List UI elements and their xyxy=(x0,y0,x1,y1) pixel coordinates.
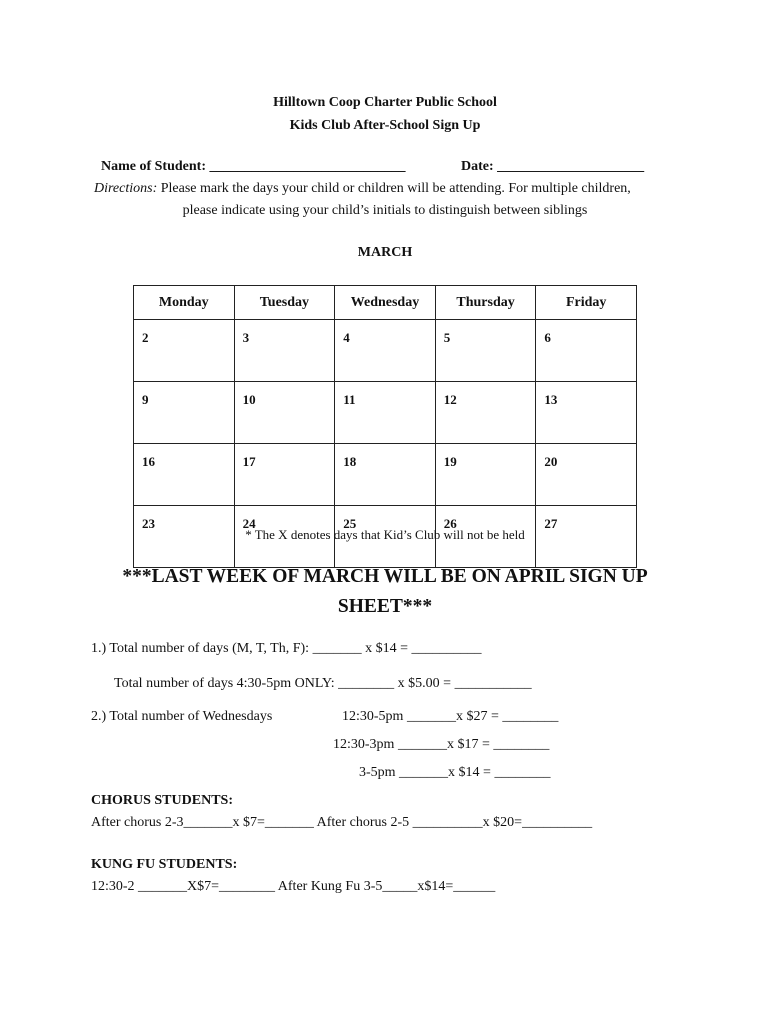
calendar-day-cell[interactable]: 12 xyxy=(435,382,536,444)
calendar-day-cell[interactable]: 3 xyxy=(234,320,335,382)
wednesday-option-2[interactable]: 12:30-3pm _______x $17 = ________ xyxy=(333,737,550,752)
notice-line-2: SHEET*** xyxy=(337,596,433,617)
kungfu-heading: KUNG FU STUDENTS: xyxy=(91,857,238,872)
directions-text: Please mark the days your child or children will be attending. For multiple children, xyxy=(157,181,631,196)
day-header: Thursday xyxy=(435,286,536,320)
calendar-note: * The X denotes days that Kid’s Club will not be held xyxy=(245,527,525,542)
day-header: Friday xyxy=(536,286,637,320)
calendar-day-cell[interactable]: 27 xyxy=(536,506,637,568)
calendar-week-row xyxy=(134,382,637,444)
calendar-day-cell[interactable]: 16 xyxy=(134,444,235,506)
calendar-day-cell[interactable]: 19 xyxy=(435,444,536,506)
wednesday-option-3[interactable]: 3-5pm _______x $14 = ________ xyxy=(359,765,551,780)
calendar-week-row xyxy=(134,320,637,382)
student-name-field[interactable]: Name of Student: ____________________________ xyxy=(101,159,406,174)
school-name: Hilltown Coop Charter Public School xyxy=(273,95,497,110)
day-header: Tuesday xyxy=(234,286,335,320)
wednesdays-label: 2.) Total number of Wednesdays xyxy=(91,709,273,724)
calendar-day-cell[interactable]: 4 xyxy=(335,320,436,382)
wednesday-option-1[interactable]: 12:30-5pm _______x $27 = ________ xyxy=(342,709,559,724)
directions-line-1 xyxy=(94,181,631,197)
calendar-day-cell[interactable]: 6 xyxy=(536,320,637,382)
calendar-day-cell[interactable]: 5 xyxy=(435,320,536,382)
last-week-notice xyxy=(80,562,690,622)
directions-label: Directions: xyxy=(94,181,158,196)
calendar-day-cell[interactable]: 26 xyxy=(435,506,536,568)
month-title: MARCH xyxy=(357,245,413,260)
calendar-day-cell[interactable]: 2 xyxy=(134,320,235,382)
kungfu-line[interactable]: 12:30-2 _______X$7=________ After Kung Fu 3-5_____x$14=______ xyxy=(91,879,496,894)
calendar-day-cell[interactable]: 18 xyxy=(335,444,436,506)
calendar-week-row xyxy=(134,444,637,506)
late-pickup-line[interactable]: Total number of days 4:30-5pm ONLY: ________ x $5.00 = ___________ xyxy=(114,676,532,691)
calendar-day-cell[interactable]: 20 xyxy=(536,444,637,506)
calendar-day-cell[interactable]: 10 xyxy=(234,382,335,444)
calendar-day-cell[interactable]: 13 xyxy=(536,382,637,444)
calendar-header-row xyxy=(134,286,637,320)
chorus-heading: CHORUS STUDENTS: xyxy=(91,793,233,808)
calendar-day-cell[interactable]: 17 xyxy=(234,444,335,506)
calendar-day-cell[interactable]: 11 xyxy=(335,382,436,444)
calendar-day-cell[interactable]: 24 xyxy=(234,506,335,568)
total-days-line[interactable]: 1.) Total number of days (M, T, Th, F): _______ x $14 = __________ xyxy=(91,641,482,656)
calendar-day-cell[interactable]: 23 xyxy=(134,506,235,568)
notice-line-1: ***LAST WEEK OF MARCH WILL BE ON APRIL SIGN UP xyxy=(122,566,648,587)
form-title: Kids Club After-School Sign Up xyxy=(289,118,481,133)
calendar-table xyxy=(133,285,637,568)
directions-line-2: please indicate using your child’s initials to distinguish between siblings xyxy=(182,203,588,218)
day-header: Wednesday xyxy=(335,286,436,320)
calendar-day-cell[interactable]: 25 xyxy=(335,506,436,568)
date-field[interactable]: Date: _____________________ xyxy=(461,159,645,174)
day-header: Monday xyxy=(134,286,235,320)
chorus-line[interactable]: After chorus 2-3_______x $7=_______ After chorus 2-5 __________x $20=__________ xyxy=(91,815,593,830)
calendar-day-cell[interactable]: 9 xyxy=(134,382,235,444)
